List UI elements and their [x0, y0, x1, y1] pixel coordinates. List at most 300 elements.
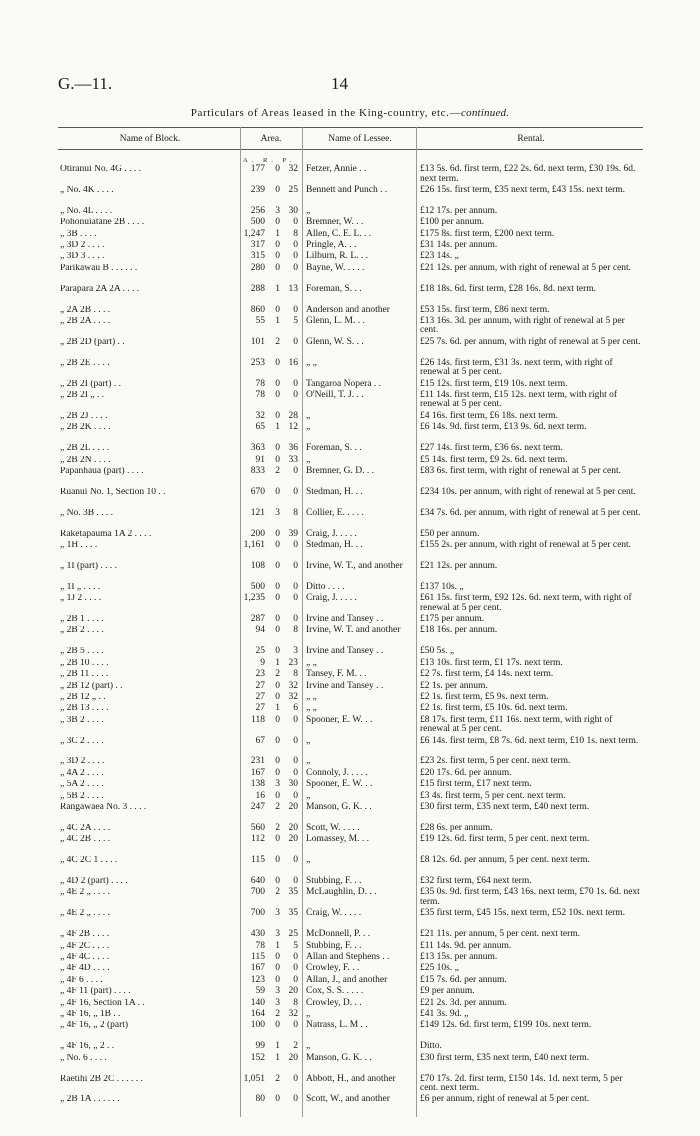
cell-rental: £31 14s. per annum.	[420, 239, 498, 250]
table-row	[0, 693, 700, 703]
cell-lessee: Anderson and another	[306, 304, 390, 315]
cell-rental: £50 5s. „	[420, 646, 455, 657]
cell-acres: 78	[255, 940, 265, 951]
cell-roods: 0	[275, 486, 280, 497]
cell-acres: 32	[255, 410, 265, 421]
cell-rental: £2 1s. first term, £5 10s. 6d. next term.	[420, 703, 568, 714]
cell-roods: 1	[275, 228, 280, 239]
cell-lessee: „	[306, 205, 311, 216]
table-row	[0, 488, 700, 507]
cell-acres: 115	[251, 952, 265, 963]
cell-rental: £11 14s. first term, £15 12s. next term, with right of renewal at 5 per cent.	[420, 389, 618, 410]
cell-acres: 256	[250, 205, 265, 216]
cell-lessee: „ „	[306, 657, 317, 668]
cell-block: Rangawaea No. 3 . . . .	[60, 803, 147, 813]
cell-acres: 80	[255, 1094, 265, 1105]
header-rule	[58, 149, 643, 150]
table-row	[0, 803, 700, 822]
cell-rental: £23 2s. first term, 5 per cent. next term.	[420, 756, 571, 767]
cell-lessee: Stubbing, F. . .	[306, 940, 362, 951]
cell-lessee: Scott, W., and another	[306, 1094, 390, 1105]
cell-rental: £26 14s. first term, £31 3s. next term, with right of renewal at 5 per cent.	[420, 357, 613, 378]
table-row	[0, 780, 700, 790]
cell-roods: 0	[275, 952, 280, 963]
cell-acres: 500	[250, 581, 265, 592]
table-row	[0, 888, 700, 907]
table-row	[0, 930, 700, 940]
cell-perches: 5	[293, 940, 298, 951]
cell-roods: 0	[275, 560, 280, 571]
cell-roods: 3	[275, 908, 280, 919]
cell-lessee: Lomassey, M. . .	[306, 834, 369, 845]
cell-lessee: Craig, J. . . . .	[306, 593, 357, 604]
cell-roods: 0	[275, 790, 280, 801]
cell-perches: 33	[288, 454, 298, 465]
table-row	[0, 380, 700, 390]
cell-lessee: Bayne, W. . . . .	[306, 262, 365, 273]
cell-block: „ 4F 16, „ 2 . .	[60, 1042, 115, 1052]
cell-block: Parapara 2A 2A . . . .	[60, 284, 140, 294]
cell-block: Papanhaua (part) . . . .	[60, 466, 144, 476]
cell-roods: 2	[275, 465, 280, 476]
cell-lessee: Stedman, H. . .	[306, 486, 363, 497]
table-row	[0, 530, 700, 540]
cell-block: „ 2B 1A . . . . . .	[60, 1095, 120, 1105]
table-row	[0, 241, 700, 251]
cell-acres: 9	[260, 657, 265, 668]
table-row	[0, 562, 700, 581]
table-row	[0, 165, 700, 184]
cell-perches: 0	[293, 767, 298, 778]
cell-block: „ 4F 2C . . . .	[60, 941, 110, 951]
cell-roods: 0	[275, 1094, 280, 1105]
cell-perches: 0	[293, 855, 298, 866]
cell-rental: £3 4s. first term, 5 per cent. next term.	[420, 790, 566, 801]
cell-perches: 8	[293, 507, 298, 518]
cell-rental: £5 14s. first term, £9 2s. 6d. next term.	[420, 454, 568, 465]
cell-perches: 35	[288, 887, 298, 898]
cell-roods: 2	[275, 1008, 280, 1019]
cell-rental: £13 15s. per annum.	[420, 952, 498, 963]
cell-rental: £18 16s. per annum.	[420, 625, 498, 636]
cell-rental: £35 0s. 9d. first term, £43 16s. next term, £70 1s. 6d. next term.	[420, 887, 640, 907]
cell-rental: £25 10s. „	[420, 963, 459, 974]
cell-roods: 0	[275, 767, 280, 778]
cell-perches: 25	[288, 184, 298, 195]
cell-acres: 118	[251, 714, 265, 725]
cell-block: „ 4A 2 . . . .	[60, 768, 104, 778]
table-row	[0, 391, 700, 410]
cell-roods: 0	[275, 974, 280, 985]
table-row	[0, 456, 700, 466]
cell-block: „ 3B 2 . . . .	[60, 715, 104, 725]
cell-rental: £234 10s. per annum, with right of renewal at 5 per cent.	[420, 486, 636, 497]
cell-rental: £41 3s. 9d. „	[420, 1008, 469, 1019]
cell-perches: 0	[293, 714, 298, 725]
cell-roods: 1	[275, 940, 280, 951]
cell-lessee: „	[306, 422, 311, 433]
cell-acres: 1,051	[243, 1073, 265, 1084]
document-reference: G.—11.	[58, 74, 113, 93]
cell-lessee: Craig, W. . . . .	[306, 908, 362, 919]
page-number: 14	[331, 74, 348, 93]
cell-perches: 5	[293, 315, 298, 326]
cell-acres: 167	[250, 767, 265, 778]
cell-acres: 430	[250, 929, 265, 940]
cell-acres: 112	[251, 834, 265, 845]
cell-block: „ 4C 2B . . . .	[60, 835, 111, 845]
cell-lessee: Bremner, W. . .	[306, 217, 364, 228]
cell-lessee: Irvine, W. T., and another	[306, 560, 403, 571]
cell-lessee: Lilburn, R. L. . .	[306, 251, 369, 262]
cell-rental: £155 2s. per annum, with right of renewal at 5 per cent.	[420, 539, 632, 550]
cell-rental: £12 17s. per annum.	[420, 205, 498, 216]
cell-block: „ 2B 12 „ . .	[60, 692, 106, 702]
cell-block: „ 5A 2 . . . .	[60, 780, 104, 790]
cell-block: „ 4F 2B . . . .	[60, 930, 110, 940]
cell-roods: 0	[275, 593, 280, 604]
cell-rental: £8 17s. first term, £11 16s. next term, with right of renewal at 5 per cent.	[420, 714, 613, 735]
cell-rental: £19 12s. 6d. first term, 5 per cent. next term.	[420, 834, 590, 845]
cell-perches: 30	[288, 779, 298, 790]
cell-perches: 23	[288, 657, 298, 668]
table-row	[0, 659, 700, 669]
cell-roods: 0	[275, 539, 280, 550]
cell-rental: £15 7s. 6d. per annum.	[420, 974, 507, 985]
unit-acres: A.	[243, 157, 258, 164]
top-rule	[58, 127, 643, 128]
cell-perches: 20	[288, 986, 298, 997]
cell-perches: 0	[293, 974, 298, 985]
cell-rental: £50 per annum.	[420, 528, 480, 539]
column-header-rental: Rental.	[517, 134, 545, 144]
cell-roods: 0	[275, 443, 280, 454]
table-row	[0, 264, 700, 283]
table-row	[0, 964, 700, 974]
cell-perches: 8	[293, 669, 298, 680]
table-row	[0, 716, 700, 735]
cell-acres: 860	[250, 304, 265, 315]
table-row	[0, 509, 700, 528]
cell-block: „ 4E 2 „ . . . .	[60, 888, 110, 898]
cell-block: Raetihi 2B 2C . . . . . .	[60, 1074, 143, 1084]
cell-roods: 3	[275, 507, 280, 518]
cell-roods: 3	[275, 986, 280, 997]
table-row	[0, 942, 700, 952]
cell-rental: £25 7s. 6d. per annum, with right of renewal at 5 per cent.	[420, 336, 641, 347]
cell-perches: 0	[293, 593, 298, 604]
cell-roods: 3	[275, 205, 280, 216]
cell-lessee: Glenn, L. M. . .	[306, 315, 365, 326]
cell-acres: 164	[250, 1008, 265, 1019]
cell-acres: 253	[250, 357, 265, 368]
cell-rental: £70 17s. 2d. first term, £150 14s. 1d. next term, 5 per cent. next term.	[420, 1073, 623, 1094]
cell-roods: 2	[275, 336, 280, 347]
cell-block: „ 5B 2 . . . .	[60, 791, 104, 801]
cell-lessee: „ „	[306, 703, 317, 714]
table-row	[0, 670, 700, 680]
cell-roods: 0	[275, 262, 280, 273]
table-row	[0, 338, 700, 357]
cell-roods: 0	[275, 581, 280, 592]
cell-perches: 0	[293, 378, 298, 389]
cell-rental: £21 11s. per annum, 5 per cent. next term.	[420, 929, 581, 940]
cell-perches: 0	[293, 251, 298, 262]
cell-acres: 640	[250, 876, 265, 887]
cell-block: „ 4F 4D . . . .	[60, 964, 110, 974]
cell-perches: 25	[288, 929, 298, 940]
cell-rental: £18 18s. 6d. first term, £28 16s. 8d. next term.	[420, 283, 596, 294]
cell-acres: 288	[250, 283, 265, 294]
cell-lessee: „	[306, 1008, 311, 1019]
cell-acres: 500	[250, 217, 265, 228]
cell-lessee: Allan, J., and another	[306, 974, 388, 985]
cell-lessee: Collier, E. . . . .	[306, 507, 364, 518]
column-header-area: Area.	[260, 134, 282, 144]
cell-perches: 20	[288, 802, 298, 813]
cell-perches: 0	[293, 560, 298, 571]
cell-lessee: Natrass, L. M . .	[306, 1020, 368, 1031]
cell-acres: 247	[250, 802, 265, 813]
cell-roods: 0	[275, 184, 280, 195]
cell-rental: £30 first term, £35 next term, £40 next term.	[420, 802, 590, 813]
cell-lessee: Abbott, H., and another	[306, 1073, 396, 1084]
table-row	[0, 252, 700, 262]
table-row	[0, 877, 700, 887]
cell-lessee: Tansey, F. M. . .	[306, 669, 367, 680]
table-row	[0, 615, 700, 625]
cell-perches: 0	[293, 876, 298, 887]
cell-block: „ 2B 2L . . . .	[60, 444, 110, 454]
cell-acres: 363	[250, 443, 265, 454]
cell-acres: 152	[250, 1052, 265, 1063]
cell-block: „ 4F 11 (part) . . . .	[60, 987, 131, 997]
table-row	[0, 423, 700, 442]
cell-rental: £100 per annum.	[420, 217, 485, 228]
cell-roods: 3	[275, 997, 280, 1008]
area-units	[243, 157, 299, 164]
cell-rental: £149 12s. 6d. first term, £199 10s. next term.	[420, 1020, 592, 1031]
cell-rental: £23 14s. „	[420, 251, 459, 262]
cell-rental: Ditto.	[420, 1041, 442, 1052]
cell-rental: £53 15s. first term, £86 next term.	[420, 304, 550, 315]
cell-perches: 8	[293, 625, 298, 636]
cell-acres: 27	[255, 680, 265, 691]
cell-acres: 67	[255, 735, 265, 746]
cell-acres: 1,247	[243, 228, 265, 239]
cell-lessee: Connoly, J. . . . .	[306, 767, 368, 778]
cell-perches: 16	[288, 357, 298, 368]
table-row	[0, 594, 700, 613]
cell-lessee: Irvine and Tansey . .	[306, 614, 384, 625]
cell-rental: £13 10s. first term, £1 17s. next term.	[420, 657, 563, 668]
cell-lessee: McDonnell, P. . .	[306, 929, 371, 940]
cell-block: „ 2B 2J . . . .	[60, 411, 108, 421]
cell-rental: £13 5s. 6d. first term, £22 2s. 6d. next term, £30 19s. 6d. next term.	[420, 164, 636, 184]
cell-rental: £137 10s. „	[420, 581, 464, 592]
cell-perches: 32	[288, 680, 298, 691]
cell-block: „ 3C 2 . . . .	[60, 736, 104, 746]
cell-block: „ 2B 10 . . . .	[60, 658, 109, 668]
cell-acres: 59	[255, 986, 265, 997]
cell-acres: 99	[255, 1041, 265, 1052]
cell-roods: 2	[275, 802, 280, 813]
cell-perches: 28	[288, 410, 298, 421]
cell-perches: 3	[293, 646, 298, 657]
cell-block: „ 2B 2 . . . .	[60, 626, 104, 636]
cell-perches: 36	[288, 443, 298, 454]
cell-block: „ 2A 2B . . . .	[60, 305, 111, 315]
cell-acres: 287	[250, 614, 265, 625]
cell-roods: 1	[275, 657, 280, 668]
cell-perches: 0	[293, 389, 298, 400]
cell-block: „ 1J 2 . . . .	[60, 594, 102, 604]
cell-acres: 200	[250, 528, 265, 539]
cell-lessee: Bremner, G. D. . .	[306, 465, 374, 476]
cell-perches: 0	[293, 952, 298, 963]
cell-perches: 0	[293, 336, 298, 347]
cell-perches: 0	[293, 614, 298, 625]
cell-rental: £11 14s. 9d. per annum.	[420, 940, 512, 951]
cell-lessee: „	[306, 855, 311, 866]
cell-block: „ 1I „ . . . .	[60, 582, 101, 592]
cell-rental: £9 per annum.	[420, 986, 475, 997]
table-row	[0, 682, 700, 692]
table-row	[0, 1075, 700, 1094]
cell-roods: 0	[275, 410, 280, 421]
cell-lessee: Allen, C. E. L. . .	[306, 228, 372, 239]
cell-perches: 0	[293, 581, 298, 592]
cell-lessee: Glenn, W. S. . .	[306, 336, 364, 347]
cell-lessee: „	[306, 410, 311, 421]
cell-lessee: Manson, G. K. . .	[306, 802, 372, 813]
cell-block: „ 4F 16, Section 1A . .	[60, 998, 145, 1008]
cell-acres: 78	[255, 378, 265, 389]
cell-perches: 0	[293, 1094, 298, 1105]
unit-perches: P.	[282, 157, 296, 164]
cell-block: „ No. 3B . . . .	[60, 508, 114, 518]
cell-perches: 30	[288, 205, 298, 216]
cell-perches: 0	[293, 539, 298, 550]
cell-roods: 1	[275, 1052, 280, 1063]
cell-lessee: Crowley, D. . .	[306, 997, 362, 1008]
table-row	[0, 412, 700, 422]
cell-roods: 0	[275, 855, 280, 866]
cell-lessee: McLaughlin, D. . .	[306, 887, 377, 898]
cell-acres: 700	[250, 908, 265, 919]
table-row	[0, 583, 700, 593]
cell-perches: 6	[293, 703, 298, 714]
cell-perches: 2	[293, 1041, 298, 1052]
cell-acres: 239	[250, 184, 265, 195]
table-row	[0, 824, 700, 834]
cell-block: „ 3B . . . .	[60, 229, 97, 239]
cell-rental: £15 first term, £17 next term.	[420, 779, 532, 790]
cell-lessee: O'Neill, T. J. . .	[306, 389, 364, 400]
cell-block: „ 2B 2I „ . .	[60, 390, 105, 400]
cell-acres: 138	[250, 779, 265, 790]
table-row	[0, 186, 700, 205]
cell-rental: £15 12s. first term, £19 10s. next term.	[420, 378, 568, 389]
cell-lessee: Craig, J. . . . .	[306, 528, 357, 539]
cell-lessee: „ „	[306, 357, 317, 368]
column-header-block: Name of Block.	[119, 134, 181, 144]
cell-lessee: Allan and Stephens . .	[306, 952, 390, 963]
table-row	[0, 541, 700, 560]
cell-block: „ 2B 2A . . . .	[60, 316, 111, 326]
cell-lessee: Bennett and Punch . .	[306, 184, 388, 195]
cell-rental: £21 12s. per annum.	[420, 560, 498, 571]
cell-roods: 0	[275, 1020, 280, 1031]
table-row	[0, 909, 700, 928]
page-header	[0, 74, 700, 98]
cell-rental: £26 15s. first term, £35 next term, £43 15s. next term.	[420, 184, 626, 195]
cell-rental: £6 per annum, right of renewal at 5 per cent.	[420, 1094, 590, 1105]
page-title	[0, 107, 700, 119]
cell-block: „ 4C 2A . . . .	[60, 823, 111, 833]
cell-roods: 1	[275, 315, 280, 326]
cell-perches: 32	[288, 1008, 298, 1019]
table-row	[0, 218, 700, 228]
cell-acres: 23	[255, 669, 265, 680]
table-row	[0, 769, 700, 779]
cell-acres: 94	[255, 625, 265, 636]
cell-acres: 121	[250, 507, 265, 518]
table-row	[0, 1010, 700, 1020]
cell-block: Raketapauma 1A 2 . . . .	[60, 529, 152, 539]
cell-acres: 25	[255, 646, 265, 657]
cell-block: „ 2B 2N . . . .	[60, 455, 111, 465]
cell-perches: 32	[288, 691, 298, 702]
cell-block: Otiranui No. 4G . . . .	[60, 165, 142, 174]
cell-block: „ 3D 2 . . . .	[60, 757, 105, 767]
cell-acres: 27	[255, 691, 265, 702]
cell-perches: 20	[288, 1052, 298, 1063]
cell-roods: 0	[275, 614, 280, 625]
cell-acres: 167	[250, 963, 265, 974]
cell-block: „ 2B 2K . . . .	[60, 423, 111, 433]
cell-acres: 700	[250, 887, 265, 898]
table-row	[0, 230, 700, 240]
cell-block: „ 4F 6 . . . .	[60, 975, 103, 985]
cell-rental: £61 15s. first term, £92 12s. 6d. next term, with right of renewal at 5 per cent.	[420, 593, 632, 613]
cell-block: „ No. 4K . . . .	[60, 185, 114, 195]
cell-acres: 1,161	[243, 539, 265, 550]
table-row	[0, 444, 700, 454]
table-row	[0, 1054, 700, 1073]
cell-roods: 0	[275, 735, 280, 746]
title-continued: continued.	[461, 107, 510, 119]
unit-roods: R.	[262, 157, 277, 164]
column-header-lessee: Name of Lessee.	[328, 134, 392, 144]
table-row	[0, 792, 700, 802]
cell-lessee: „	[306, 1041, 311, 1052]
table-row	[0, 976, 700, 986]
cell-lessee: Tangaroa Nopera . .	[306, 378, 382, 389]
cell-block: „ 2B 2D (part) . .	[60, 337, 125, 347]
cell-roods: 2	[275, 669, 280, 680]
cell-rental: £21 2s. 3d. per annum.	[420, 997, 507, 1008]
lease-table	[0, 165, 700, 1114]
cell-block: „ 4E 2 „ . . . .	[60, 909, 110, 919]
cell-lessee: Stedman, H. . .	[306, 539, 363, 550]
cell-rental: £175 per annum.	[420, 614, 485, 625]
cell-lessee: Foreman, S. . .	[306, 283, 362, 294]
cell-perches: 0	[293, 790, 298, 801]
cell-perches: 20	[288, 834, 298, 845]
table-row	[0, 317, 700, 336]
cell-lessee: Stubbing, F. . .	[306, 876, 362, 887]
